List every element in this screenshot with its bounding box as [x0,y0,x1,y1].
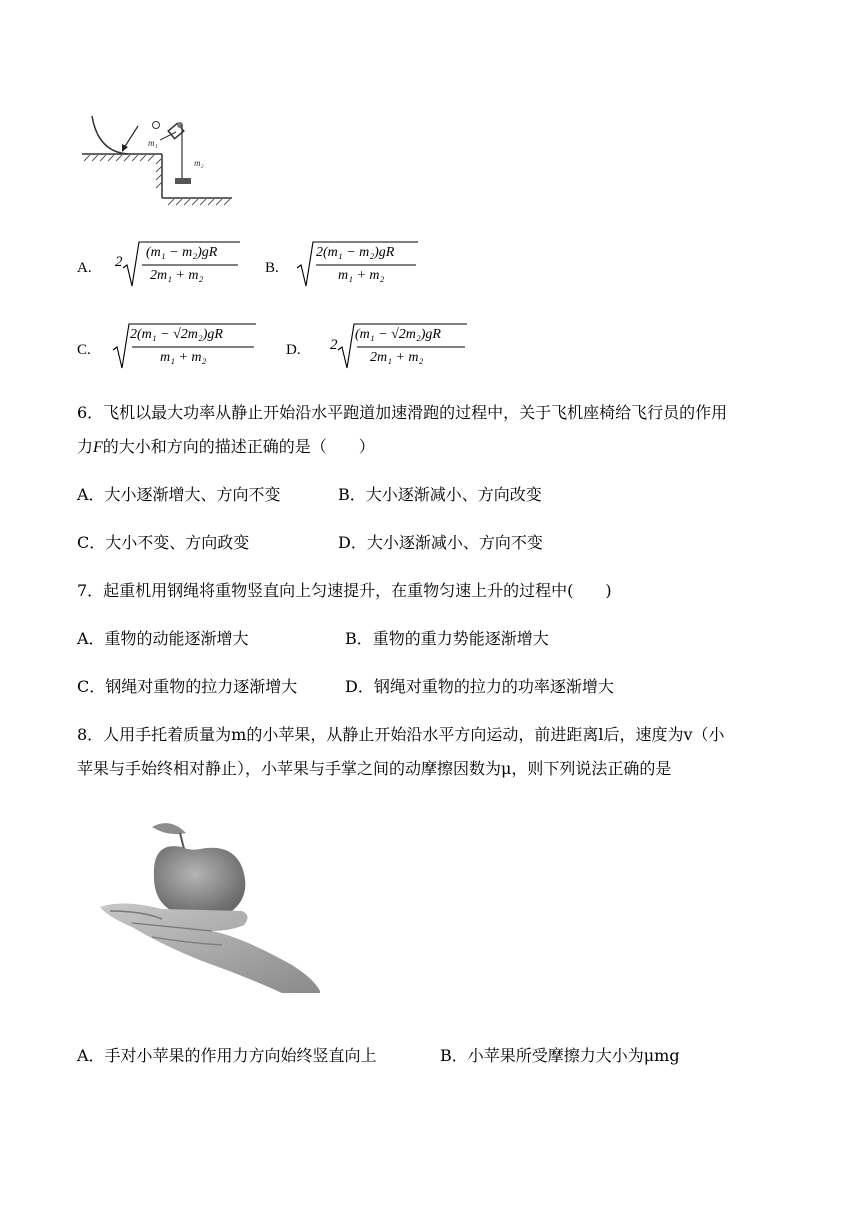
q5-option-d-denominator: 2m₁ + m₂ [370,350,424,365]
q7-option-b: B．重物的重力势能逐渐增大 [345,629,549,648]
q5-option-a-letter: A. [77,260,92,276]
hand-apple-image [92,815,324,993]
q5-option-c-denominator: m₁ + m₂ [160,350,207,365]
ball-m1 [153,122,160,129]
q5-option-b-letter: B. [265,260,279,276]
rope [160,132,176,140]
label-m1: m₁ [148,138,158,148]
q8-stem-line1: 8．人用手托着质量为m的小苹果，从静止开始沿水平方向运动，前进距离l后，速度为v（小 [77,725,725,744]
apple-stem [180,833,184,849]
q5-option-b-denominator: m₁ + m₂ [338,268,385,283]
q6-stem-line2: 力F的大小和方向的描述正确的是（ ） [77,437,375,456]
q6-stem-line1: 6．飞机以最大功率从静止开始沿水平跑道加速滑跑的过程中，关于飞机座椅给飞行员的作用 [77,403,728,422]
q5-option-a-denominator: 2m₁ + m₂ [150,268,204,283]
q7-option-d: D．钢绳对重物的拉力的功率逐渐增大 [345,677,614,696]
q5-option-a-numerator: (m₁ − m₂)gR [146,245,218,260]
q7-option-c: C．钢绳对重物的拉力逐渐增大 [77,677,298,696]
q8-option-a: A．手对小苹果的作用力方向始终竖直向上 [77,1046,377,1065]
q6-option-d: D．大小逐渐减小、方向不变 [338,533,543,552]
q5-option-d-coef: 2 [330,337,338,353]
track-pulley-figure [80,112,240,207]
label-m2: m₂ [194,158,204,168]
q6-option-a: A．大小逐渐增大、方向不变 [77,485,281,504]
q7-option-a: A．重物的动能逐渐增大 [77,629,249,648]
q8-option-b: B．小苹果所受摩擦力大小为μmg [440,1046,680,1065]
q5-option-d-letter: D. [286,342,301,358]
q6-option-c: C．大小不变、方向政变 [77,533,250,552]
apple [154,846,245,916]
q8-stem-line2: 苹果与手始终相对静止），小苹果与手掌之间的动摩擦因数为μ，则下列说法正确的是 [77,759,672,778]
q5-option-c-numerator: 2(m₁ − √2m₂)gR [130,327,223,342]
q5-option-c-letter: C. [77,342,91,358]
q6-option-b: B．大小逐渐减小、方向改变 [338,485,542,504]
hand [100,903,320,993]
arrow-head [122,144,128,152]
arrow-line [124,126,138,148]
q5-option-d-numerator: (m₁ − √2m₂)gR [355,327,441,342]
q7-stem: 7．起重机用钢绳将重物竖直向上匀速提升，在重物匀速上升的过程中( ) [77,581,612,600]
q5-option-a-coef: 2 [115,254,123,270]
apple-leaf [152,823,186,834]
mass-m2 [175,178,191,184]
q5-option-b-numerator: 2(m₁ − m₂)gR [316,245,395,260]
